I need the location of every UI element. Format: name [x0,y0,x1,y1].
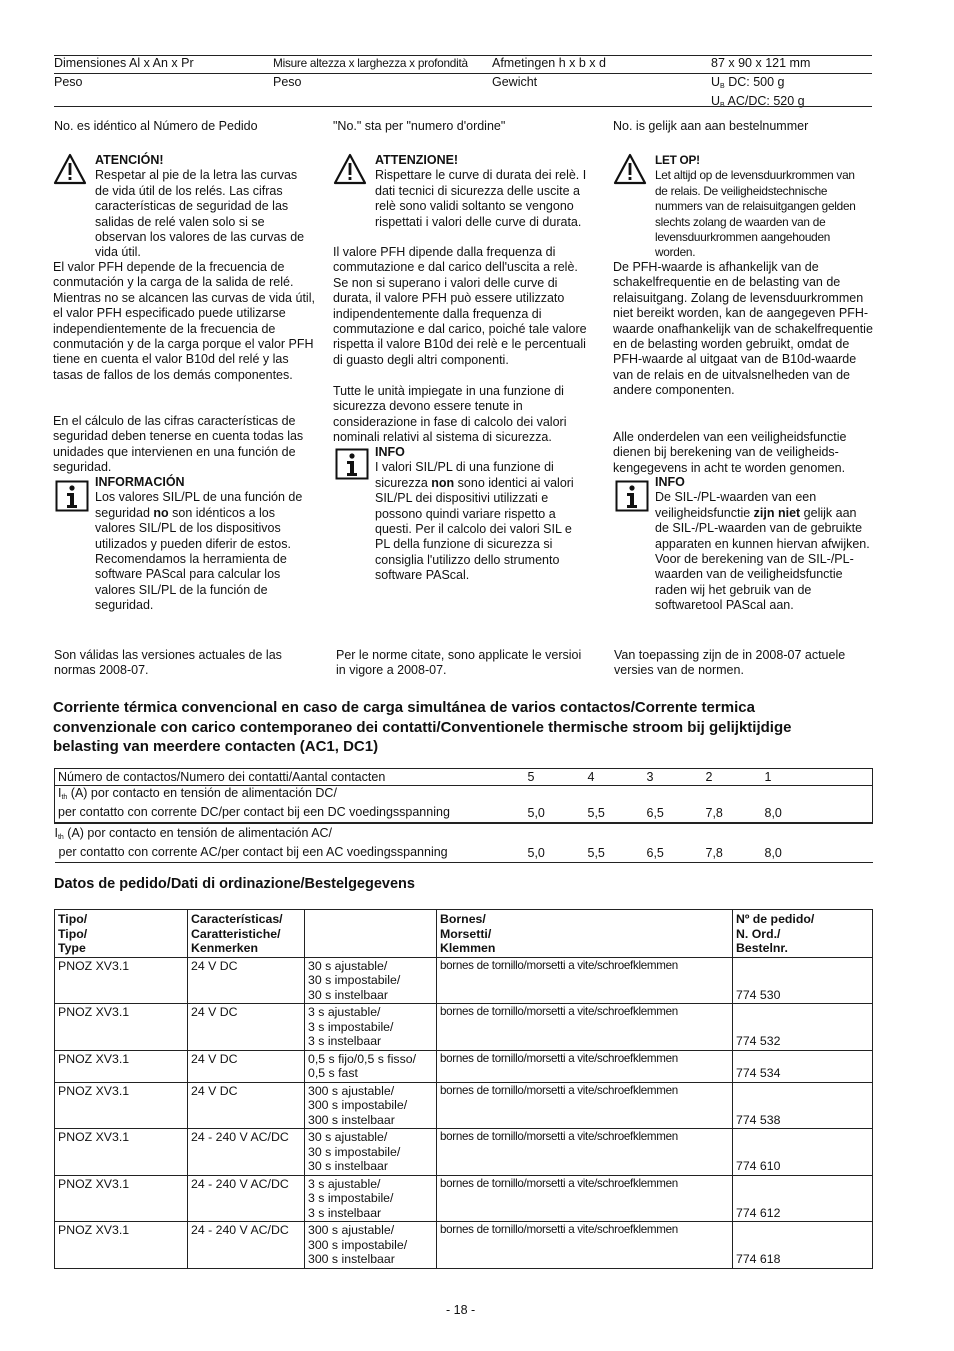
delay-cell: 300 s ajustable/ 300 s impostabile/ 300 s instelbaar [305,1082,437,1129]
delay-cell: 3 s ajustable/ 3 s impostabile/ 3 s instelbaar [305,1175,437,1222]
table-row [55,1129,873,1176]
characteristics-cell: 24 V DC [188,957,305,1004]
info-text-part: I valori SIL/PL di una funzione di sicurezza [375,460,554,490]
contacts-count: 1 [764,769,772,784]
ac-value: 8,0 [764,846,782,861]
terminals-cell: bornes de tornillo/morsetti a vite/schroefklemmen [437,1050,733,1082]
paragraph-pfh-nl: De PFH-waarde is afhankelijk van de schakelfrequentie en de belasting van de relaisuitgang. Zolang de levensduurkrommen niet bereikt worden, kan de aangegeven PFH-waarde onafhankelijk van de schakelfrequentie en de belasting worden gebruikt, omdat de PFH-waarde al uitgaat van de B10d-waarde van de relais en de uitvalsnelheden van de andere componenten. [613,260,873,398]
ac-label-line: per contatto con corrente AC/per contact bij een AC voedingsspanning [58,845,448,860]
contacts-count: 2 [705,769,713,784]
warning-it [375,153,590,230]
order-header-cell: Características/ Caratteristiche/ Kenmerken [188,910,305,958]
divider [54,73,872,74]
note-nl: No. is gelijk aan aan bestelnummer [613,119,809,133]
dc-label [55,786,525,823]
order-header-row [55,910,873,958]
dc-value: 8,0 [764,806,782,821]
terminals-cell: bornes de tornillo/morsetti a vite/schroefklemmen [437,1082,733,1129]
info-text-part: son idénticos a los valores SIL/PL de los dispositivos utilizados y pueden diferir de estos. Recomendamos la herramienta de software PAScal para calcular los valores SIL/PL de la función de seguridad. [95,505,291,613]
table-row [55,786,873,823]
ac-value: 5,0 [527,846,545,861]
info-text [95,490,313,613]
delay-cell: 30 s ajustable/ 30 s impostabile/ 30 s instelbaar [305,1129,437,1176]
info-text [375,460,585,583]
spec-es-weight: Peso [54,75,83,89]
u-subscript: B [720,83,725,90]
info-title: INFORMACIÓN [95,475,185,489]
terminals-cell: bornes de tornillo/morsetti a vite/schroefklemmen [437,1222,733,1269]
info-text-bold: no [153,505,169,520]
dc-label-line: per contatto con corrente DC/per contact bij een DC voedingsspanning [58,805,450,820]
dc-value: 7,8 [705,806,723,821]
terminals-cell: bornes de tornillo/morsetti a vite/schroefklemmen [437,1004,733,1051]
paragraph-safety-it: Tutte le unità impiegate in una funzione di sicurezza devono essere tenute in considerazione in fase di calcolo dei valori nominali relativi al sistema di sicurezza. [333,384,567,445]
order-header-cell [305,910,437,958]
characteristics-cell: 24 V DC [188,1082,305,1129]
table-row [55,769,873,786]
paragraph-safety-nl: Alle onderdelen van een veiligheidsfunctie dienen bij berekening van de veiligheids-kengegevens in acht te worden genomen. [613,430,847,475]
info-text-part: sono identici ai valori SIL/PL dei dispositivi utilizzati e possono quindi variare rispetto a questi. Per il calcolo dei valori SIL e PL della funzione di sicurezza si consiglia l'utilizzo dello strumento software PAScal. [375,475,574,583]
delay-cell: 300 s ajustable/ 300 s impostabile/ 300 s instelbaar [305,1222,437,1269]
table-row [55,1222,873,1269]
ith-symbol: I [58,786,62,800]
type-cell: PNOZ XV3.1 [55,957,188,1004]
order-number-cell: 774 530 [733,957,873,1004]
ac-label-line: (A) por contacto en tensión de alimentación AC/ [63,825,333,840]
spec-weight-value [711,75,805,114]
u-symbol: U [711,94,721,109]
characteristics-cell: 24 V DC [188,1004,305,1051]
order-table [54,909,873,1269]
norms-it: Per le norme citate, sono applicate le versioi in vigore a 2008-07. [336,648,582,678]
order-number-cell: 774 610 [733,1129,873,1176]
ac-value: 5,5 [587,846,605,861]
dc-value: 5,5 [587,806,605,821]
spec-nl-dim: Afmetingen h x b x d [492,56,606,70]
contacts-count: 3 [646,769,654,784]
characteristics-cell: 24 V DC [188,1050,305,1082]
table-row [55,957,873,1004]
order-header-cell: Bornes/ Morsetti/ Klemmen [437,910,733,958]
warning-title: ATENCIÓN! [95,153,164,167]
dc-value: 6,5 [646,806,664,821]
order-number-cell: 774 612 [733,1175,873,1222]
terminals-cell: bornes de tornillo/morsetti a vite/schroefklemmen [437,957,733,1004]
note-it: "No." sta per "numero d'ordine" [333,119,506,133]
order-number-cell: 774 532 [733,1004,873,1051]
spec-nl-weight: Gewicht [492,75,538,89]
characteristics-cell: 24 - 240 V AC/DC [188,1175,305,1222]
ith-subscript: th [57,833,64,841]
info-icon [335,448,369,480]
info-text-bold: zijn niet [753,505,801,520]
type-cell: PNOZ XV3.1 [55,1082,188,1129]
warning-title: ATTENZIONE! [375,153,459,167]
ith-symbol: I [54,825,58,840]
delay-cell: 0,5 s fijo/0,5 s fisso/ 0,5 s fast [305,1050,437,1082]
warning-title: LET OP! [655,153,700,167]
page-number: - 18 - [446,1303,476,1317]
paragraph-safety-es: En el cálculo de las cifras características de seguridad deben tenerse en cuenta todas las unidades que intervienen en una función de seguridad. [53,414,304,475]
ac-value: 6,5 [646,846,664,861]
info-icon [615,480,649,512]
info-es [95,475,313,614]
delay-cell: 30 s ajustable/ 30 s impostabile/ 30 s instelbaar [305,957,437,1004]
order-header-cell: Nº de pedido/ N. Ord./ Bestelnr. [733,910,873,958]
note-es: No. es idéntico al Número de Pedido [54,119,258,133]
info-nl [655,475,870,614]
characteristics-cell: 24 - 240 V AC/DC [188,1129,305,1176]
paragraph-pfh-it: Il valore PFH dipende dalla frequenza di commutazione e dal carico dell'uscita a relè. Se non si superano i valori delle curve di durata, il valore PFH può essere utilizzato indipendentemente dalla frequenza di commutazione e dal carico, poiché tale valore rispetta il valore B10d dei relè e le percentuali di guasto degli altri componenti. [333,245,587,367]
info-text-part: gelijk aan de SIL-/PL-waarden van de gebruikte apparaten en kunnen hiervan afwijken. Voor de berekening van de SIL-/PL-waarden van de veiligheidsfunctie raden wij het gebruik van de softwaretool PAScal aan. [655,505,870,613]
table-row [55,1082,873,1129]
contacts-count: 5 [527,769,535,784]
info-it [375,445,585,584]
order-number-cell: 774 538 [733,1082,873,1129]
order-header-cell: Tipo/ Tipo/ Type [55,910,188,958]
warning-nl [655,153,870,261]
spec-it-dim: Misure altezza x larghezza x profondità [273,56,468,70]
ac-value: 7,8 [705,846,723,861]
warning-text: Rispettare le curve di durata dei relè. I dati tecnici di sicurezza delle uscite a relè sono validi soltanto se vengono rispettati i valori delle curve di durata. [375,168,587,229]
type-cell: PNOZ XV3.1 [55,1175,188,1222]
u-symbol: U [711,75,721,89]
order-number-cell: 774 618 [733,1222,873,1269]
table-row [55,1004,873,1051]
norms-nl: Van toepassing zijn de in 2008-07 actuele versies van de normen. [614,648,846,678]
info-title: INFO [375,445,405,459]
info-text-part: De SIL-/PL-waarden van een veiligheidsfunctie [655,490,817,520]
thermal-heading: Corriente térmica convencional en caso de carga simultánea de varios contactos/Corrente termica convenzionale con carico contemporaneo dei contatti/Conventionele thermische stroom bij gelijktijdige belasting van meerdere contacten (AC1, DC1) [53,699,792,755]
info-text [655,490,870,613]
warning-icon [53,153,87,185]
dc-value: 5,0 [527,806,545,821]
characteristics-cell: 24 - 240 V AC/DC [188,1222,305,1269]
type-cell: PNOZ XV3.1 [55,1050,188,1082]
thermal-table [54,768,873,863]
contacts-label: Número de contactos/Numero dei contatti/Aantal contacten [58,769,386,784]
type-cell: PNOZ XV3.1 [55,1222,188,1269]
weight-dc: DC: 500 g [728,75,785,89]
paragraph-pfh-es: El valor PFH depende de la frecuencia de conmutación y la carga de la salida de relé. Mientras no se alcancen las curvas de vida útil, el valor PFH especificado puede utilizarse independientemente de la frecuencia de conmutación y de la carga porque el valor PFH tiene en cuenta el valor B10d del relé y las tasas de fallos de los demás componentes. [53,260,315,382]
info-text-part: Los valores SIL/PL de una función de seguridad [95,490,303,520]
spec-es-dim: Dimensiones Al x An x Pr [54,56,194,70]
info-title: INFO [655,475,685,489]
terminals-cell: bornes de tornillo/morsetti a vite/schroefklemmen [437,1175,733,1222]
warning-es [95,153,313,261]
table-row [55,823,873,862]
terminals-cell: bornes de tornillo/morsetti a vite/schroefklemmen [437,1129,733,1176]
u-subscript: B [720,102,725,110]
delay-cell: 3 s ajustable/ 3 s impostabile/ 3 s instelbaar [305,1004,437,1051]
ac-label [55,823,525,862]
ith-subscript: th [61,794,68,801]
info-text-bold: non [431,475,455,490]
info-icon [55,480,89,512]
warning-text: Let altijd op de levensduurkrommen van de relais. De veiligheidstechnische nummers van de relaisuitgangen gelden slechts zolang de waarden van de levensduurkrommen aangehouden worden. [655,168,856,260]
type-cell: PNOZ XV3.1 [55,1004,188,1051]
weight-ac: AC/DC: 520 g [727,94,805,109]
warning-icon [333,153,367,185]
spec-dim-value: 87 x 90 x 121 mm [711,56,811,70]
order-number-cell: 774 534 [733,1050,873,1082]
divider [54,106,872,107]
spec-it-weight: Peso [273,75,302,89]
warning-text: Respetar al pie de la letra las curvas de vida útil de los relés. Las cifras características de seguridad de las salidas de relé valen solo si se observan los valores de las curvas de vida útil. [95,168,305,260]
norms-es: Son válidas las versiones actuales de las normas 2008-07. [54,648,282,678]
warning-icon [613,153,647,185]
type-cell: PNOZ XV3.1 [55,1129,188,1176]
table-row [55,1175,873,1222]
order-heading: Datos de pedido/Dati di ordinazione/Bestelgegevens [54,876,415,892]
contacts-count: 4 [587,769,595,784]
table-row [55,1050,873,1082]
dc-label-line: (A) por contacto en tensión de alimentación DC/ [67,786,337,800]
